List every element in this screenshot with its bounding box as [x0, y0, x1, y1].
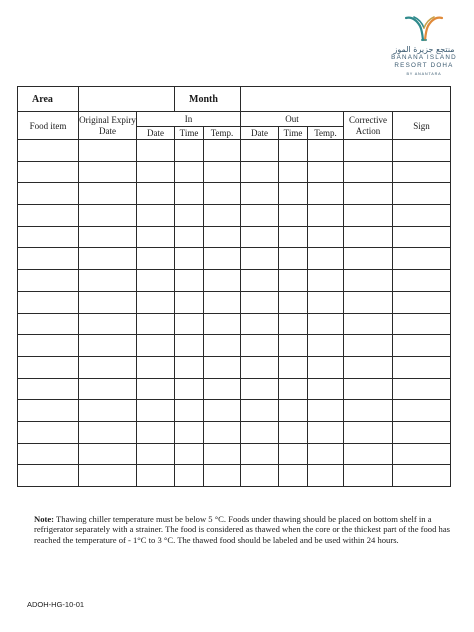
corrective-action-cell[interactable] [344, 140, 393, 162]
in-date-cell[interactable] [137, 248, 175, 270]
expiry-date-cell[interactable] [79, 356, 137, 378]
out-temp-cell[interactable] [308, 400, 344, 422]
in-date-cell[interactable] [137, 465, 175, 487]
out-temp-cell[interactable] [308, 378, 344, 400]
in-date-cell[interactable] [137, 335, 175, 357]
out-time-cell[interactable] [279, 313, 308, 335]
out-date-cell[interactable] [241, 421, 279, 443]
in-temp-cell[interactable] [204, 270, 241, 292]
out-date-cell[interactable] [241, 465, 279, 487]
out-time-cell[interactable] [279, 378, 308, 400]
food-item-cell[interactable] [18, 465, 79, 487]
in-temp-cell[interactable] [204, 140, 241, 162]
out-date-cell[interactable] [241, 140, 279, 162]
month-value-field[interactable] [241, 87, 451, 112]
sign-cell[interactable] [393, 400, 451, 422]
corrective-action-cell[interactable] [344, 443, 393, 465]
in-time-cell[interactable] [175, 443, 204, 465]
sign-cell[interactable] [393, 356, 451, 378]
in-time-cell[interactable] [175, 248, 204, 270]
table-row [18, 205, 451, 227]
note-text: Thawing chiller temperature must be below 5 °C. Foods under thawing should be placed on bottom shelf in a refrigerator separately with a strainer. The food is considered as thawed when the core or the thickest part of the food has reached the temperature of - 1°C to 3 °C. The thawed food should be labeled and be used within 24 hours. [34, 514, 451, 545]
corrective-action-cell[interactable] [344, 421, 393, 443]
in-date-cell[interactable] [137, 443, 175, 465]
area-value-field[interactable] [79, 87, 175, 112]
table-row [18, 421, 451, 443]
out-time-cell[interactable] [279, 443, 308, 465]
corrective-action-cell[interactable] [344, 335, 393, 357]
out-temp-cell[interactable] [308, 356, 344, 378]
expiry-date-cell[interactable] [79, 291, 137, 313]
corrective-action-cell[interactable] [344, 400, 393, 422]
out-date-cell[interactable] [241, 248, 279, 270]
logo-byline: BY ANANTARA [406, 72, 442, 76]
out-date-cell[interactable] [241, 183, 279, 205]
out-date-cell[interactable] [241, 335, 279, 357]
out-time-cell[interactable] [279, 248, 308, 270]
table-row [18, 335, 451, 357]
out-header: Out [241, 112, 344, 127]
in-date-header: Date [137, 127, 175, 140]
out-time-cell[interactable] [279, 226, 308, 248]
food-item-cell[interactable] [18, 140, 79, 162]
out-temp-cell[interactable] [308, 161, 344, 183]
out-date-cell[interactable] [241, 226, 279, 248]
food-item-cell[interactable] [18, 248, 79, 270]
out-time-cell[interactable] [279, 465, 308, 487]
expiry-date-cell[interactable] [79, 161, 137, 183]
table-row [18, 248, 451, 270]
out-temp-cell[interactable] [308, 183, 344, 205]
in-date-cell[interactable] [137, 291, 175, 313]
corrective-action-cell[interactable] [344, 313, 393, 335]
logo-name-line2: RESORT DOHA [394, 61, 454, 69]
food-item-cell[interactable] [18, 378, 79, 400]
sign-cell[interactable] [393, 465, 451, 487]
in-time-cell[interactable] [175, 356, 204, 378]
out-time-cell[interactable] [279, 291, 308, 313]
food-item-cell[interactable] [18, 313, 79, 335]
expiry-date-cell[interactable] [79, 248, 137, 270]
food-item-cell[interactable] [18, 183, 79, 205]
in-temp-cell[interactable] [204, 161, 241, 183]
out-date-header: Date [241, 127, 279, 140]
table-row [18, 378, 451, 400]
in-temp-cell[interactable] [204, 248, 241, 270]
sign-cell[interactable] [393, 226, 451, 248]
corrective-action-cell[interactable] [344, 161, 393, 183]
table-row [18, 400, 451, 422]
corrective-action-cell[interactable] [344, 248, 393, 270]
out-date-cell[interactable] [241, 270, 279, 292]
in-time-cell[interactable] [175, 226, 204, 248]
out-temp-cell[interactable] [308, 248, 344, 270]
resort-logo [384, 14, 464, 76]
out-time-cell[interactable] [279, 421, 308, 443]
out-time-cell[interactable] [279, 140, 308, 162]
sign-cell[interactable] [393, 140, 451, 162]
corrective-action-cell[interactable] [344, 270, 393, 292]
table-row [18, 465, 451, 487]
in-date-cell[interactable] [137, 183, 175, 205]
food-item-cell[interactable] [18, 226, 79, 248]
out-date-cell[interactable] [241, 378, 279, 400]
in-temp-cell[interactable] [204, 205, 241, 227]
document-id: ADOH-HG-10-01 [27, 600, 85, 609]
food-item-header: Food item [18, 112, 79, 140]
in-temp-cell[interactable] [204, 335, 241, 357]
food-item-cell[interactable] [18, 421, 79, 443]
sign-cell[interactable] [393, 443, 451, 465]
food-item-cell[interactable] [18, 270, 79, 292]
in-date-cell[interactable] [137, 421, 175, 443]
table-row [18, 356, 451, 378]
in-time-cell[interactable] [175, 400, 204, 422]
sign-cell[interactable] [393, 313, 451, 335]
in-time-cell[interactable] [175, 378, 204, 400]
sign-header: Sign [393, 112, 451, 140]
note-label: Note: [34, 514, 55, 524]
in-time-cell[interactable] [175, 205, 204, 227]
out-temp-cell[interactable] [308, 443, 344, 465]
in-temp-cell[interactable] [204, 291, 241, 313]
out-temp-cell[interactable] [308, 335, 344, 357]
table-row [18, 443, 451, 465]
in-temp-cell[interactable] [204, 313, 241, 335]
in-date-cell[interactable] [137, 400, 175, 422]
original-expiry-header: Original Expiry Date [79, 112, 137, 140]
corrective-action-cell[interactable] [344, 378, 393, 400]
in-time-cell[interactable] [175, 465, 204, 487]
table-row [18, 161, 451, 183]
out-time-cell[interactable] [279, 270, 308, 292]
table-row [18, 291, 451, 313]
sign-cell[interactable] [393, 378, 451, 400]
in-date-cell[interactable] [137, 226, 175, 248]
out-date-cell[interactable] [241, 443, 279, 465]
table-row [18, 183, 451, 205]
out-time-cell[interactable] [279, 356, 308, 378]
table-row [18, 313, 451, 335]
in-temp-cell[interactable] [204, 400, 241, 422]
in-date-cell[interactable] [137, 205, 175, 227]
out-date-cell[interactable] [241, 205, 279, 227]
food-item-cell[interactable] [18, 443, 79, 465]
expiry-date-cell[interactable] [79, 400, 137, 422]
corrective-action-cell[interactable] [344, 205, 393, 227]
out-date-cell[interactable] [241, 400, 279, 422]
in-temp-header: Temp. [204, 127, 241, 140]
food-item-cell[interactable] [18, 400, 79, 422]
out-temp-cell[interactable] [308, 140, 344, 162]
out-date-cell[interactable] [241, 291, 279, 313]
sign-cell[interactable] [393, 183, 451, 205]
expiry-date-cell[interactable] [79, 465, 137, 487]
corrective-action-cell[interactable] [344, 291, 393, 313]
expiry-date-cell[interactable] [79, 335, 137, 357]
month-label: Month [175, 87, 241, 112]
in-date-cell[interactable] [137, 378, 175, 400]
in-time-cell[interactable] [175, 183, 204, 205]
food-item-cell[interactable] [18, 291, 79, 313]
out-date-cell[interactable] [241, 313, 279, 335]
in-date-cell[interactable] [137, 140, 175, 162]
out-date-cell[interactable] [241, 356, 279, 378]
in-time-cell[interactable] [175, 140, 204, 162]
sign-cell[interactable] [393, 421, 451, 443]
sign-cell[interactable] [393, 248, 451, 270]
in-date-cell[interactable] [137, 356, 175, 378]
corrective-action-cell[interactable] [344, 356, 393, 378]
out-time-header: Time [279, 127, 308, 140]
in-temp-cell[interactable] [204, 421, 241, 443]
out-temp-cell[interactable] [308, 226, 344, 248]
in-time-cell[interactable] [175, 421, 204, 443]
in-time-cell[interactable] [175, 313, 204, 335]
sign-cell[interactable] [393, 161, 451, 183]
in-temp-cell[interactable] [204, 183, 241, 205]
in-time-cell[interactable] [175, 335, 204, 357]
in-temp-cell[interactable] [204, 443, 241, 465]
sign-cell[interactable] [393, 335, 451, 357]
in-date-cell[interactable] [137, 313, 175, 335]
table-row [18, 270, 451, 292]
in-temp-cell[interactable] [204, 226, 241, 248]
expiry-date-cell[interactable] [79, 205, 137, 227]
note-block [34, 514, 452, 545]
corrective-action-header: Corrective Action [344, 112, 393, 140]
thawing-log-table [17, 86, 451, 487]
out-time-cell[interactable] [279, 183, 308, 205]
palm-logo-icon [400, 14, 448, 44]
out-temp-cell[interactable] [308, 313, 344, 335]
out-time-cell[interactable] [279, 335, 308, 357]
expiry-date-cell[interactable] [79, 270, 137, 292]
out-temp-cell[interactable] [308, 421, 344, 443]
sign-cell[interactable] [393, 291, 451, 313]
sign-cell[interactable] [393, 270, 451, 292]
expiry-date-cell[interactable] [79, 140, 137, 162]
table-row [18, 226, 451, 248]
table-row [18, 140, 451, 162]
area-label: Area [18, 87, 79, 112]
expiry-date-cell[interactable] [79, 226, 137, 248]
in-date-cell[interactable] [137, 270, 175, 292]
corrective-action-cell[interactable] [344, 183, 393, 205]
logo-name-line1: BANANA ISLAND [391, 54, 457, 61]
expiry-date-cell[interactable] [79, 183, 137, 205]
column-header-row [18, 112, 451, 127]
out-time-cell[interactable] [279, 161, 308, 183]
in-date-cell[interactable] [137, 161, 175, 183]
in-temp-cell[interactable] [204, 378, 241, 400]
expiry-date-cell[interactable] [79, 313, 137, 335]
corrective-action-cell[interactable] [344, 226, 393, 248]
out-temp-cell[interactable] [308, 205, 344, 227]
corrective-action-cell[interactable] [344, 465, 393, 487]
food-item-cell[interactable] [18, 356, 79, 378]
out-time-cell[interactable] [279, 205, 308, 227]
in-time-cell[interactable] [175, 270, 204, 292]
expiry-date-cell[interactable] [79, 421, 137, 443]
food-item-cell[interactable] [18, 335, 79, 357]
food-item-cell[interactable] [18, 205, 79, 227]
area-month-row [18, 87, 451, 112]
in-header: In [137, 112, 241, 127]
food-item-cell[interactable] [18, 161, 79, 183]
out-temp-header: Temp. [308, 127, 344, 140]
in-time-cell[interactable] [175, 291, 204, 313]
out-temp-cell[interactable] [308, 465, 344, 487]
out-temp-cell[interactable] [308, 291, 344, 313]
expiry-date-cell[interactable] [79, 443, 137, 465]
in-temp-cell[interactable] [204, 356, 241, 378]
out-temp-cell[interactable] [308, 270, 344, 292]
sign-cell[interactable] [393, 205, 451, 227]
in-temp-cell[interactable] [204, 465, 241, 487]
in-time-header: Time [175, 127, 204, 140]
logo-arabic-name: منتجع جزيرة الموز [393, 45, 455, 54]
out-time-cell[interactable] [279, 400, 308, 422]
expiry-date-cell[interactable] [79, 378, 137, 400]
out-date-cell[interactable] [241, 161, 279, 183]
in-time-cell[interactable] [175, 161, 204, 183]
